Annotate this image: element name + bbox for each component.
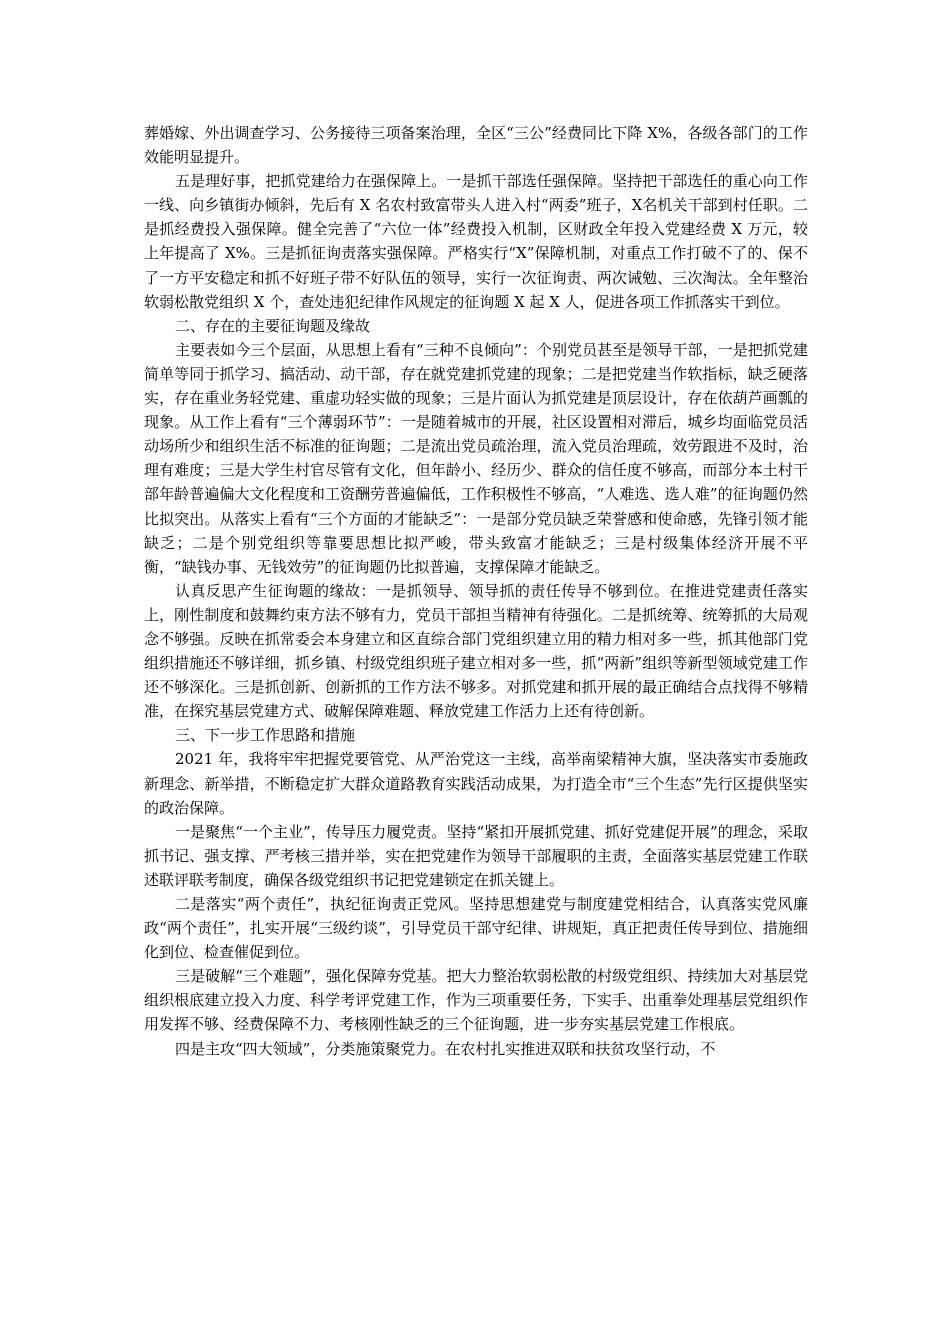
paragraph-6: 一是聚焦“一个主业”，传导压力履党责。坚持“紧扣开展抓党建、抓好党建促开展”的理念，采取抓书记、强支撑、严考核三措并举，实在把党建作为领导干部履职的主责，全面落实基层党建工作联述联评联考制度，确保各级党组织书记把党建锁定在抓关键上。 [144,822,808,889]
paragraph-8: 三是破解“三个难题”，强化保障夯党基。把大力整治软弱松散的村级党组织、持续加大对基层党组织根底建立投入力度、科学考评党建工作，作为三项重要任务，下实手、出重拳处理基层党组织作用发挥不够、经费保障不力、考核刚性缺乏的三个征询题，进一步夯实基层党建工作根底。 [144,967,808,1034]
paragraph-5: 2021 年，我将牢牢把握党要管党、从严治党这一主线，高举南梁精神大旗，坚决落实市委施政新理念、新举措，不断稳定扩大群众道路教育实践活动成果，为打造全市“三个生态”先行区提供坚实的政治保障。 [144,750,808,817]
section-heading-3: 三、下一步工作思路和措施 [175,726,356,745]
paragraph-9: 四是主攻“四大领域”，分类施策聚党力。在农村扎实推进双联和扶贫攻坚行动，不 [175,1039,716,1058]
paragraph-2: 五是理好事，把抓党建给力在强保障上。一是抓干部选任强保障。坚持把干部选任的重心向工作一线、向乡镇街办倾斜，先后有 X 名农村致富带头人进入村“两委”班子，X名机关干部到村任职。二是抓经费投入强保障。健全完善了“六位一体”经费投入机制，区财政全年投入党建经费 X 万元，较上年提高了 X%。三是抓征询责落实强保障。严格实行“X”保障机制，对重点工作打破不了的、保不了一方平安稳定和抓不好班子带不好队伍的领导，实行一次征询责、两次诫勉、三次淘汰。全年整治软弱松散党组织 X 个，查处违犯纪律作风规定的征询题 X 起 X 人，促进各项工作抓落实干到位。 [144,172,808,311]
document-page [144,121,808,1061]
paragraph-1: 葬婚嫁、外出调查学习、公务接待三项备案治理，全区“三公”经费同比下降 X%，各级各部门的工作效能明显提升。 [144,124,808,167]
section-heading-2: 二、存在的主要征询题及缘故 [175,316,371,335]
paragraph-4: 认真反思产生征询题的缘故：一是抓领导、领导抓的责任传导不够到位。在推进党建责任落实上，刚性制度和鼓舞约束方法不够有力，党员干部担当精神有待强化。二是抓统筹、统筹抓的大局观念不够强。反映在抓常委会本身建立和区直综合部门党组织建立用的精力相对多一些，抓其他部门党组织措施还不够详细，抓乡镇、村级党组织班子建立相对多一些，抓“两新”组织等新型领域党建工作还不够深化。三是抓创新、创新抓的工作方法不够多。对抓党建和抓开展的最正确结合点找得不够精准，在探究基层党建方式、破解保障难题、释放党建工作活力上还有待创新。 [144,581,808,721]
paragraph-3: 主要表如今三个层面，从思想上看有“三种不良倾向”：个别党员甚至是领导干部，一是把抓党建简单等同于抓学习、搞活动、动干部，存在就党建抓党建的现象；二是把党建当作软指标，缺乏硬落实，存在重业务轻党建、重虚功轻实做的现象；三是片面认为抓党建是顶层设计，存在依葫芦画瓢的现象。从工作上看有“三个薄弱环节”：一是随着城市的开展，社区设置相对滞后，城乡均面临党员活动场所少和组织生活不标准的征询题；二是流出党员疏治理，流入党员治理疏，效劳跟进不及时，治理有难度；三是大学生村官尽管有文化，但年龄小、经历少、群众的信任度不够高，而部分本土村干部年龄普遍偏大文化程度和工资酬劳普遍偏低，工作积极性不够高，“人难选、选人难”的征询题仍然比拟突出。从落实上看有“三个方面的才能缺乏”：一是部分党员缺乏荣誉感和使命感，先锋引领才能缺乏；二是个别党组织等靠要思想比拟严峻，带头致富才能缺乏；三是村级集体经济开展不平衡，“缺钱办事、无钱效劳”的征询题仍比拟普遍，支撑保障才能缺乏。 [144,340,808,576]
paragraph-7: 二是落实“两个责任”，执纪征询责正党风。坚持思想建党与制度建党相结合，认真落实党风廉政“两个责任”，扎实开展“三级约谈”，引导党员干部守纪律、讲规矩，真正把责任传导到位、措施细化到位、检查催促到位。 [144,895,808,962]
